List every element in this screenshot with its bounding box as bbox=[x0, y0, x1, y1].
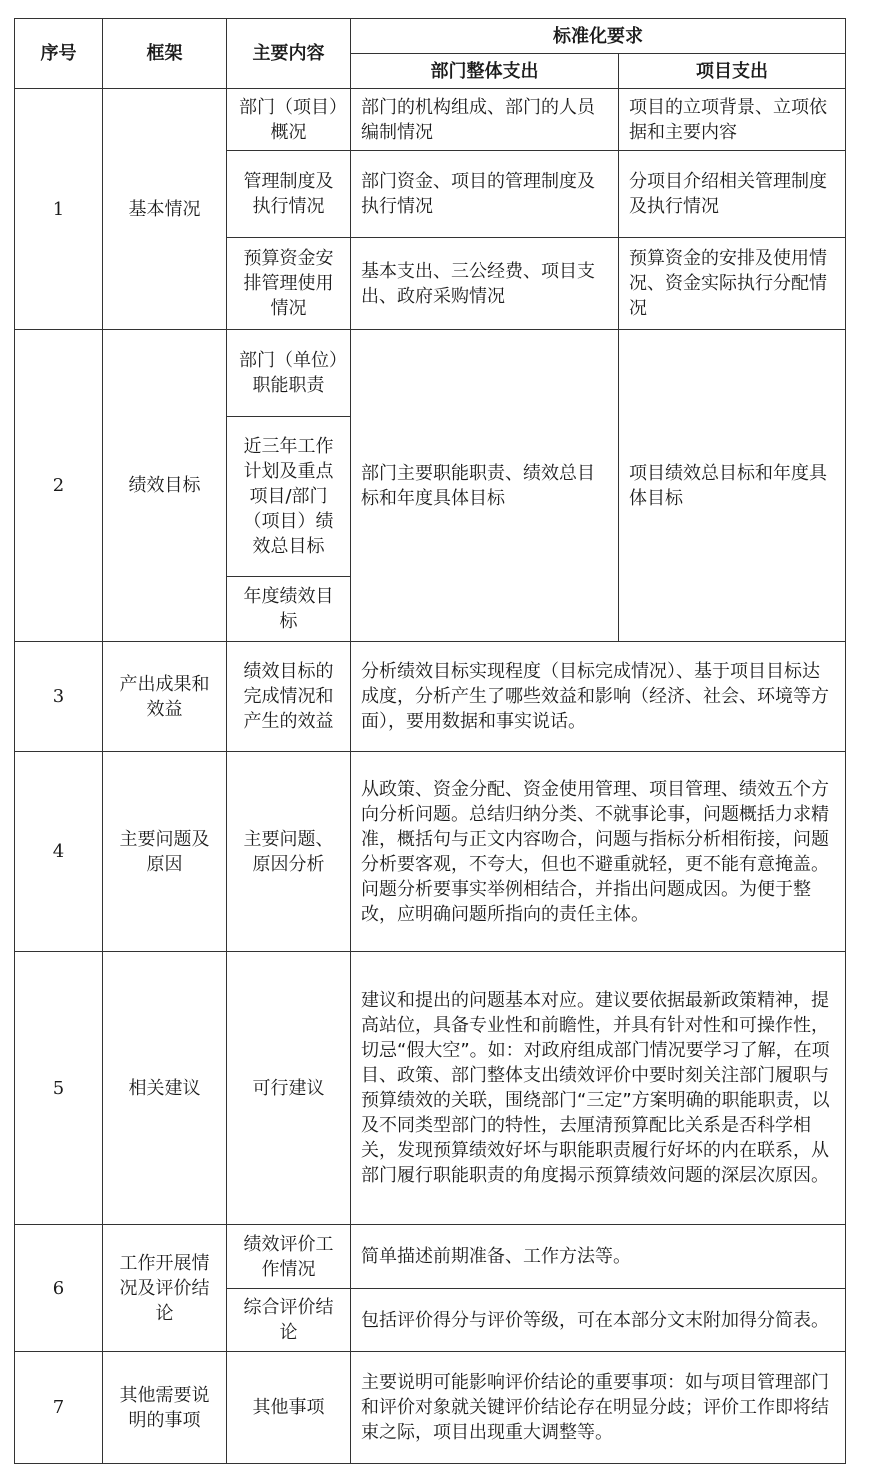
framework-cell: 主要问题及原因 bbox=[103, 752, 227, 952]
framework-cell: 相关建议 bbox=[103, 952, 227, 1225]
table-row bbox=[15, 89, 846, 151]
content-cell: 部门（项目）概况 bbox=[227, 89, 351, 151]
dept-requirement-cell: 部门的机构组成、部门的人员编制情况 bbox=[351, 89, 619, 151]
content-cell: 综合评价结论 bbox=[227, 1289, 351, 1352]
seq-cell: 1 bbox=[15, 89, 103, 330]
requirement-cell: 包括评价得分与评价等级，可在本部分文末附加得分简表。 bbox=[351, 1289, 846, 1352]
framework-cell: 其他需要说明的事项 bbox=[103, 1352, 227, 1464]
table-row bbox=[15, 1352, 846, 1464]
content-cell: 主要问题、原因分析 bbox=[227, 752, 351, 952]
content-cell: 管理制度及执行情况 bbox=[227, 151, 351, 238]
requirement-cell: 主要说明可能影响评价结论的重要事项：如与项目管理部门和评价对象就关键评价结论存在明显分歧；评价工作即将结束之际，项目出现重大调整等。 bbox=[351, 1352, 846, 1464]
project-requirement-cell: 预算资金的安排及使用情况、资金实际执行分配情况 bbox=[619, 238, 846, 330]
table-row bbox=[15, 752, 846, 952]
seq-cell: 4 bbox=[15, 752, 103, 952]
header-seq: 序号 bbox=[15, 19, 103, 89]
table-row bbox=[15, 642, 846, 752]
dept-requirement-cell: 基本支出、三公经费、项目支出、政府采购情况 bbox=[351, 238, 619, 330]
header-main-content: 主要内容 bbox=[227, 19, 351, 89]
seq-cell: 6 bbox=[15, 1225, 103, 1352]
content-cell: 可行建议 bbox=[227, 952, 351, 1225]
seq-cell: 5 bbox=[15, 952, 103, 1225]
header-project: 项目支出 bbox=[619, 54, 846, 89]
content-cell: 年度绩效目标 bbox=[227, 577, 351, 642]
content-cell: 绩效评价工作情况 bbox=[227, 1225, 351, 1289]
content-cell: 预算资金安排管理使用情况 bbox=[227, 238, 351, 330]
requirement-cell: 从政策、资金分配、资金使用管理、项目管理、绩效五个方向分析问题。总结归纳分类、不就事论事，问题概括力求精准，概括句与正文内容吻合，问题与指标分析相衔接，问题分析要客观，不夸大，但也不避重就轻，更不能有意掩盖。问题分析要事实举例相结合，并指出问题成因。为便于整改，应明确问题所指向的责任主体。 bbox=[351, 752, 846, 952]
table-row bbox=[15, 1225, 846, 1289]
content-cell: 近三年工作计划及重点项目/部门（项目）绩效总目标 bbox=[227, 417, 351, 577]
framework-cell: 工作开展情况及评价结论 bbox=[103, 1225, 227, 1352]
seq-cell: 2 bbox=[15, 330, 103, 642]
table-row bbox=[15, 330, 846, 417]
content-cell: 绩效目标的完成情况和产生的效益 bbox=[227, 642, 351, 752]
standard-requirements-table bbox=[14, 18, 846, 1464]
project-requirement-cell: 项目绩效总目标和年度具体目标 bbox=[619, 330, 846, 642]
content-cell: 其他事项 bbox=[227, 1352, 351, 1464]
framework-cell: 基本情况 bbox=[103, 89, 227, 330]
requirement-cell: 分析绩效目标实现程度（目标完成情况）、基于项目目标达成度，分析产生了哪些效益和影响（经济、社会、环境等方面），要用数据和事实说话。 bbox=[351, 642, 846, 752]
header-framework: 框架 bbox=[103, 19, 227, 89]
project-requirement-cell: 项目的立项背景、立项依据和主要内容 bbox=[619, 89, 846, 151]
dept-requirement-cell: 部门主要职能职责、绩效总目标和年度具体目标 bbox=[351, 330, 619, 642]
table-row bbox=[15, 952, 846, 1225]
framework-cell: 绩效目标 bbox=[103, 330, 227, 642]
project-requirement-cell: 分项目介绍相关管理制度及执行情况 bbox=[619, 151, 846, 238]
requirement-cell: 建议和提出的问题基本对应。建议要依据最新政策精神，提高站位，具备专业性和前瞻性，并具有针对性和可操作性，切忌“假大空”。如：对政府组成部门情况要学习了解，在项目、政策、部门整体支出绩效评价中要时刻关注部门履职与预算绩效的关联，围绕部门“三定”方案明确的职能职责，以及不同类型部门的特性，去厘清预算配比关系是否科学相关，发现预算绩效好坏与职能职责履行好坏的内在联系，从部门履行职能职责的角度揭示预算绩效问题的深层次原因。 bbox=[351, 952, 846, 1225]
requirement-cell: 简单描述前期准备、工作方法等。 bbox=[351, 1225, 846, 1289]
content-cell: 部门（单位）职能职责 bbox=[227, 330, 351, 417]
seq-cell: 7 bbox=[15, 1352, 103, 1464]
dept-requirement-cell: 部门资金、项目的管理制度及执行情况 bbox=[351, 151, 619, 238]
framework-cell: 产出成果和效益 bbox=[103, 642, 227, 752]
seq-cell: 3 bbox=[15, 642, 103, 752]
header-standard: 标准化要求 bbox=[351, 19, 846, 54]
header-dept-overall: 部门整体支出 bbox=[351, 54, 619, 89]
